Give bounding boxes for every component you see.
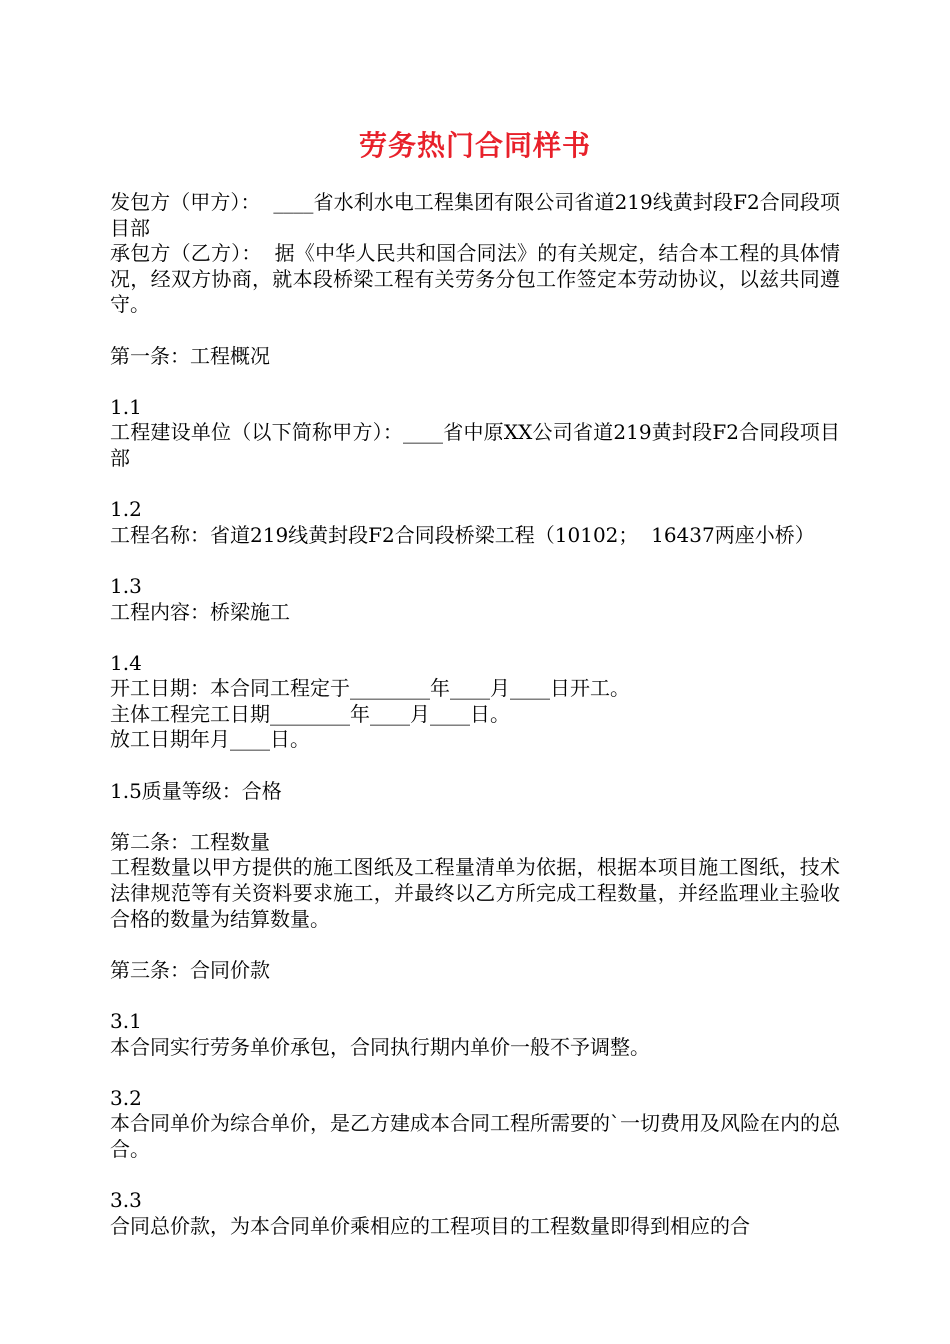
paragraph-spacer (110, 983, 840, 1009)
section-heading-1: 第一条：工程概况 (110, 343, 270, 368)
clause-text: 本合同单价为综合单价，是乙方建成本合同工程所需要的`一切费用及风险在内的总合。 (110, 1111, 840, 1161)
clause-number: 1.4 (110, 650, 142, 675)
clause-text: 放工日期年月____日。 (110, 727, 310, 752)
paragraph-employer: 发包方（甲方）： ____省水利水电工程集团有限公司省道219线黄封段F2合同段项目部 (110, 190, 840, 240)
paragraph-spacer (110, 318, 840, 344)
section-heading-2: 第二条：工程数量 (110, 829, 270, 854)
clause-text: 开工日期：本合同工程定于________年____月____日开工。 (110, 676, 630, 701)
clause-number: 3.2 (110, 1085, 142, 1110)
document-title: 劳务热门合同样书 (358, 129, 591, 162)
paragraph-spacer (110, 472, 840, 498)
clause-text: 工程数量以甲方提供的施工图纸及工程量清单为依据，根据本项目施工图纸，技术法律规范等有关资料要求施工，并最终以乙方所完成工程数量，并经监理业主验收合格的数量为结算数量。 (110, 855, 840, 931)
clause-text: 本合同实行劳务单价承包，合同执行期内单价一般不予调整。 (110, 1034, 650, 1059)
paragraph-spacer (110, 1060, 840, 1086)
paragraph-spacer (110, 932, 840, 958)
clause-number: 3.3 (110, 1188, 142, 1213)
clause-number: 1.1 (110, 394, 142, 419)
section-heading-3: 第三条：合同价款 (110, 957, 270, 982)
clause-text: 工程内容：桥梁施工 (110, 599, 290, 624)
paragraph-spacer (110, 804, 840, 830)
paragraph-spacer (110, 369, 840, 395)
clause-number: 1.3 (110, 573, 142, 598)
paragraph-spacer (110, 625, 840, 651)
clause-text: 工程建设单位（以下简称甲方）：____省中原XX公司省道219黄封段F2合同段项目部 (110, 420, 840, 470)
clause-text: 工程名称：省道219线黄封段F2合同段桥梁工程（10102； 16437两座小桥） (110, 522, 815, 547)
paragraph-spacer (110, 1163, 840, 1189)
clause-text: 主体工程完工日期________年____月____日。 (110, 701, 510, 726)
paragraph-spacer (110, 548, 840, 574)
paragraph-spacer (110, 753, 840, 779)
clause-number: 1.2 (110, 497, 142, 522)
document-body (110, 190, 840, 1239)
clause-text: 合同总价款，为本合同单价乘相应的工程项目的工程数量即得到相应的合 (110, 1213, 750, 1238)
clause-text: 1.5质量等级：合格 (110, 778, 282, 803)
paragraph-contractor: 承包方（乙方）： 据《中华人民共和国合同法》的有关规定，结合本工程的具体情况，经双方协商，就本段桥梁工程有关劳务分包工作签定本劳动协议，以兹共同遵守。 (110, 241, 840, 317)
clause-number: 3.1 (110, 1009, 142, 1033)
